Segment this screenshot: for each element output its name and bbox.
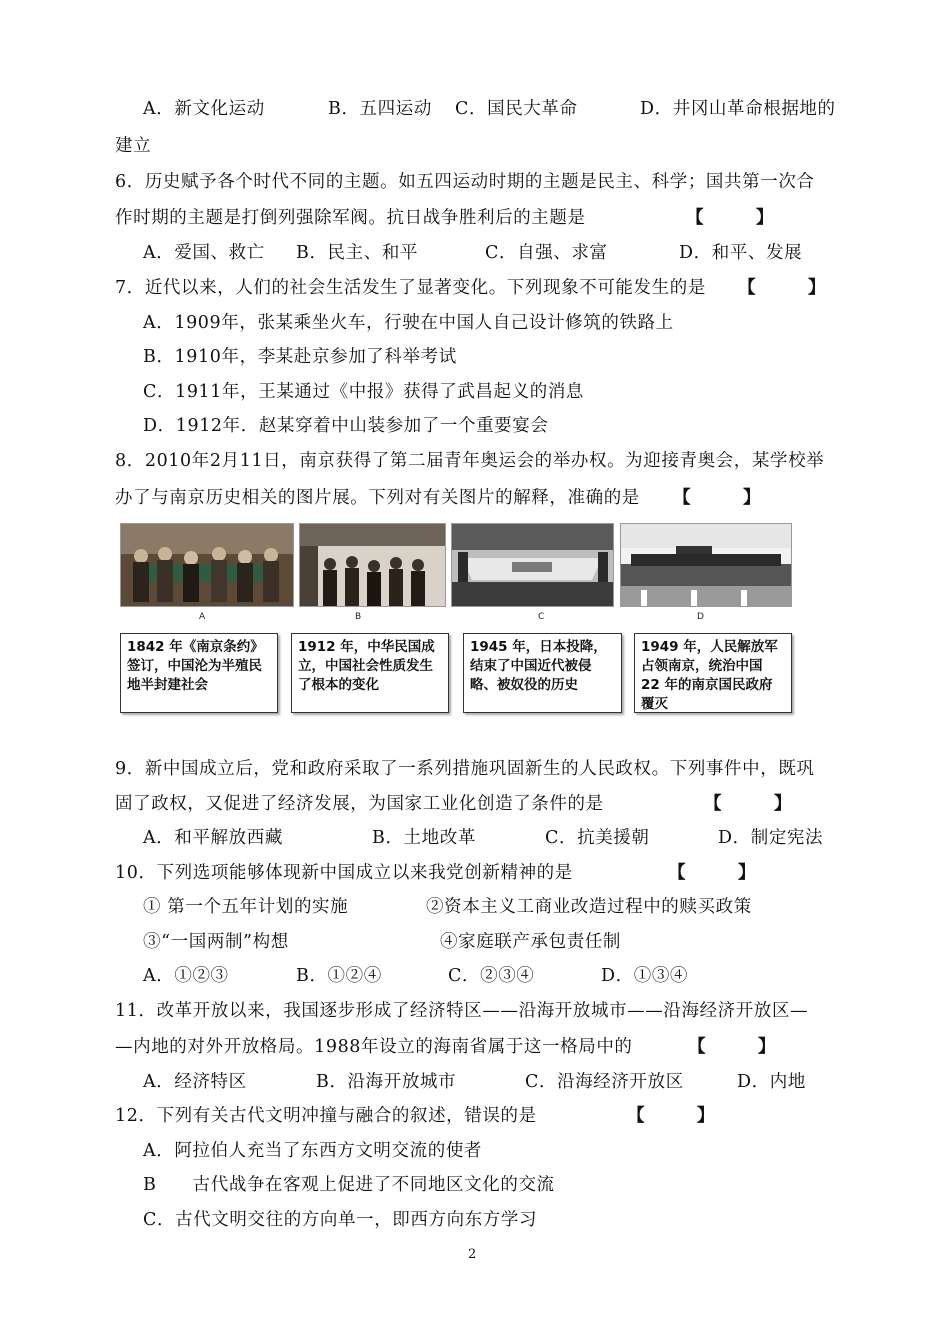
q11-answer-bracket: 【 】 <box>688 1037 776 1057</box>
q12-option-b: B 古代战争在客观上促进了不同地区文化的交流 <box>143 1175 555 1195</box>
q10-option-b: B．①②④ <box>296 966 382 986</box>
q12-stem: 12．下列有关古代文明冲撞与融合的叙述，错误的是 <box>115 1106 537 1126</box>
q7-option-b: B．1910年，李某赴京参加了科举考试 <box>143 347 457 367</box>
q5-option-a: A．新文化运动 <box>143 99 265 119</box>
caption-c: 1945 年，日本投降，结束了中国近代被侵略、被奴役的历史 <box>463 633 622 713</box>
photo-b-republic-founding <box>299 523 446 607</box>
q8-stem-line1: 8．2010年2月11日，南京获得了第二届青年奥运会的举办权。为迎接青奥会，某学校举 <box>115 451 825 471</box>
q12-option-a: A．阿拉伯人充当了东西方文明交流的使者 <box>143 1141 483 1161</box>
q5-option-b: B．五四运动 <box>328 99 432 119</box>
q11-stem-line2: —内地的对外开放格局。1988年设立的海南省属于这一格局中的 <box>115 1037 633 1057</box>
q6-answer-bracket: 【 】 <box>686 208 774 228</box>
q12-answer-bracket: 【 】 <box>627 1106 715 1126</box>
q5-option-d-wrap: 建立 <box>115 136 152 156</box>
photo-label-c: C <box>538 612 545 622</box>
q9-option-a: A．和平解放西藏 <box>143 828 283 848</box>
q9-option-d: D．制定宪法 <box>718 828 824 848</box>
page-number: 2 <box>468 1247 477 1262</box>
photo-d-nanjing-liberation <box>620 523 792 607</box>
q7-answer-bracket: 【 】 <box>738 278 826 298</box>
q7-option-a: A．1909年，张某乘坐火车，行驶在中国人自己设计修筑的铁路上 <box>143 313 674 333</box>
photo-label-b: B <box>355 612 362 622</box>
q11-option-c: C．沿海经济开放区 <box>525 1072 684 1092</box>
caption-b: 1912 年，中华民国成立，中国社会性质发生了根本的变化 <box>291 633 449 713</box>
q7-stem: 7．近代以来，人们的社会生活发生了显著变化。下列现象不可能发生的是 <box>115 278 706 298</box>
q11-option-d: D．内地 <box>737 1072 806 1092</box>
q10-item-3: ③“一国两制”构想 <box>143 932 289 952</box>
q9-option-b: B．土地改革 <box>372 828 476 848</box>
q6-stem-line1: 6．历史赋予各个时代不同的主题。如五四运动时期的主题是民主、科学；国共第一次合 <box>115 172 815 192</box>
q7-option-d: D．1912年．赵某穿着中山装参加了一个重要宴会 <box>143 416 549 436</box>
q5-option-c: C．国民大革命 <box>455 99 578 119</box>
q12-option-c: C．古代文明交往的方向单一，即西方向东方学习 <box>143 1210 538 1230</box>
q11-option-a: A．经济特区 <box>143 1072 247 1092</box>
q11-stem-line1: 11．改革开放以来，我国逐步形成了经济特区——沿海开放城市——沿海经济开放区— <box>115 1001 809 1021</box>
q11-option-b: B．沿海开放城市 <box>316 1072 457 1092</box>
q6-stem-line2: 作时期的主题是打倒列强除军阀。抗日战争胜利后的主题是 <box>115 208 586 228</box>
q10-option-c: C．②③④ <box>448 966 535 986</box>
q10-option-d: D．①③④ <box>601 966 689 986</box>
q9-option-c: C．抗美援朝 <box>545 828 650 848</box>
q10-item-4: ④家庭联产承包责任制 <box>440 932 621 952</box>
caption-d: 1949 年，人民解放军占领南京，统治中国 22 年的南京国民政府覆灭 <box>634 633 792 713</box>
q6-option-b: B．民主、和平 <box>296 243 419 263</box>
q8-answer-bracket: 【 】 <box>673 488 761 508</box>
q5-option-d: D．井冈山革命根据地的 <box>640 99 836 119</box>
q8-stem-line2: 办了与南京历史相关的图片展。下列对有关图片的解释，准确的是 <box>115 488 640 508</box>
photo-label-d: D <box>697 612 704 622</box>
q6-option-c: C．自强、求富 <box>485 243 608 263</box>
photo-a-treaty-signing <box>120 523 294 607</box>
q10-item-1: ① 第一个五年计划的实施 <box>143 897 349 917</box>
q10-option-a: A．①②③ <box>143 966 229 986</box>
caption-a: 1842 年《南京条约》签订，中国沦为半殖民地半封建社会 <box>120 633 278 713</box>
q10-item-2: ②资本主义工商业改造过程中的赎买政策 <box>426 897 752 917</box>
q10-stem: 10．下列选项能够体现新中国成立以来我党创新精神的是 <box>115 863 573 883</box>
q9-stem-line2: 固了政权，又促进了经济发展，为国家工业化创造了条件的是 <box>115 794 604 814</box>
q7-option-c: C．1911年，王某通过《中报》获得了武昌起义的消息 <box>143 382 585 402</box>
q9-answer-bracket: 【 】 <box>704 794 792 814</box>
q9-stem-line1: 9．新中国成立后，党和政府采取了一系列措施巩固新生的人民政权。下列事件中，既巩 <box>115 759 815 779</box>
q6-option-d: D．和平、发展 <box>679 243 803 263</box>
q10-answer-bracket: 【 】 <box>668 863 756 883</box>
photo-c-japanese-surrender <box>451 523 614 607</box>
q6-option-a: A．爱国、救亡 <box>143 243 265 263</box>
photo-label-a: A <box>199 612 206 622</box>
